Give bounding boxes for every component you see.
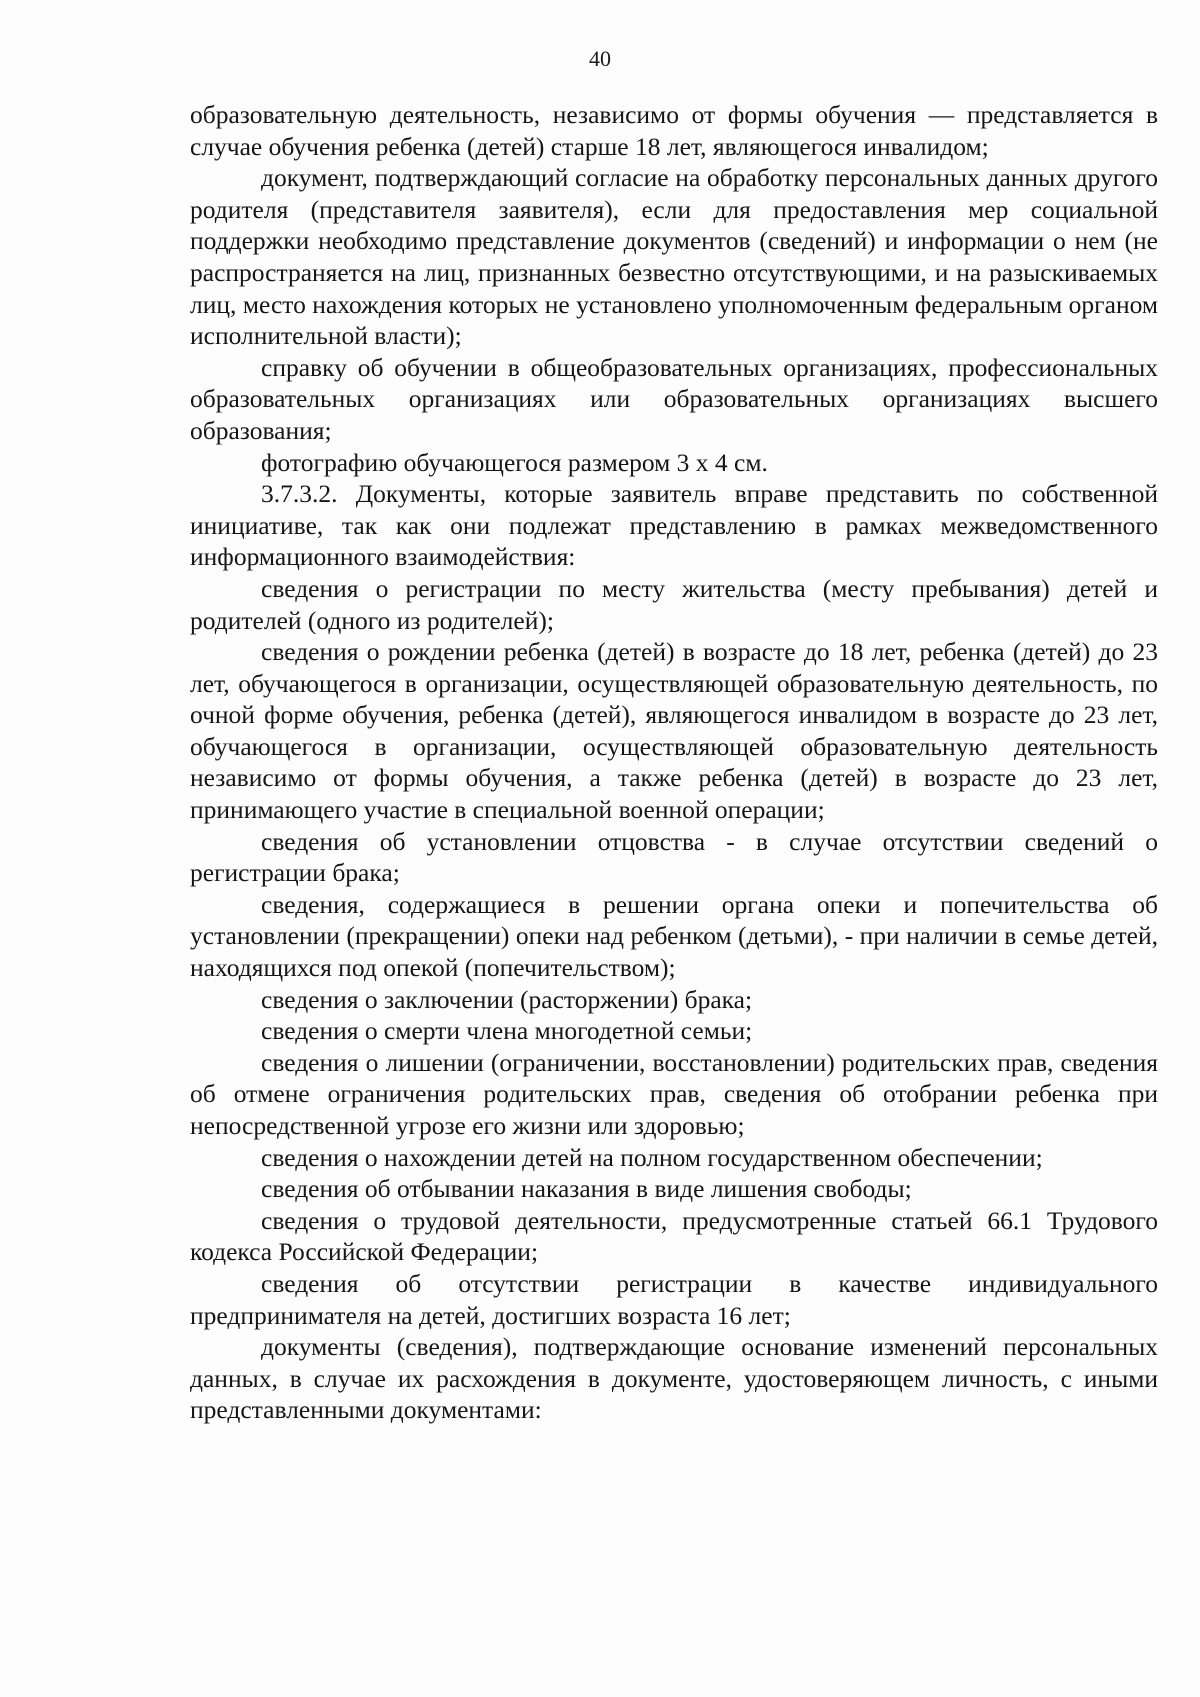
paragraph-employment-info: сведения о трудовой деятельности, предусмотренные статьей 66.1 Трудового кодекса Российской Федерации; — [190, 1205, 1158, 1267]
paragraph-registration-info: сведения о регистрации по месту жительства (месту пребывания) детей и родителей (одного из родителей); — [190, 573, 1158, 635]
paragraph-birth-info: сведения о рождении ребенка (детей) в возрасте до 18 лет, ребенка (детей) до 23 лет, обучающегося в организации, осуществляющей образовательную деятельность, по очной форме обучения, ребенка (детей), являющегося инвалидом в возрасте до 23 лет, обучающегося в организации, осуществляющей образовательную деятельность независимо от формы обучения, а также ребенка (детей) в возрасте до 23 лет, принимающего участие в специальной военной операции; — [190, 637, 1158, 825]
page-number: 40 — [589, 46, 611, 71]
paragraph-imprisonment-info: сведения об отбывании наказания в виде лишения свободы; — [261, 1174, 912, 1204]
document-body — [190, 99, 1158, 1426]
paragraph-education-certificate: справку об обучении в общеобразовательных организациях, профессиональных образовательных организациях или образовательных организациях высшего образования; — [190, 352, 1158, 445]
paragraph-section-3-7-3-2: 3.7.3.2. Документы, которые заявитель вправе представить по собственной инициативе, так как они подлежат представлению в рамках межведомственного информационного взаимодействия: — [190, 479, 1158, 572]
paragraph-consent-document: документ, подтверждающий согласие на обработку персональных данных другого родителя (представителя заявителя), если для предоставления мер социальной поддержки необходимо представление документов (сведений) и информации о нем (не распространяется на лиц, признанных безвестно отсутствующими, и на разыскиваемых лиц, место нахождения которых не установлено уполномоченным федеральным органом исполнительной власти); — [190, 163, 1158, 351]
paragraph-guardianship-info: сведения, содержащиеся в решении органа опеки и попечительства об установлении (прекращении) опеки над ребенком (детьми), - при наличии в семье детей, находящихся под опекой (попечительством); — [190, 889, 1158, 983]
paragraph-paternity-info: сведения об установлении отцовства - в случае отсутствии сведений о регистрации брака; — [190, 826, 1158, 888]
paragraph-personal-data-changes: документы (сведения), подтверждающие основание изменений персональных данных, в случае их расхождения в документе, удостоверяющем личность, с иными представленными документами: — [190, 1332, 1158, 1425]
paragraph-photo: фотографию обучающегося размером 3 х 4 см. — [261, 447, 768, 477]
paragraph-marriage-info: сведения о заключении (расторжении) брака; — [261, 984, 753, 1014]
paragraph-continuation: образовательную деятельность, независимо от формы обучения — представляется в случае обучения ребенка (детей) старше 18 лет, являющегося инвалидом; — [190, 100, 1158, 161]
paragraph-state-support-info: сведения о нахождении детей на полном государственном обеспечении; — [261, 1142, 1043, 1172]
paragraph-entrepreneur-info: сведения об отсутствии регистрации в качестве индивидуального предпринимателя на детей, достигших возраста 16 лет; — [190, 1268, 1158, 1330]
paragraph-death-info: сведения о смерти члена многодетной семьи; — [261, 1016, 753, 1046]
paragraph-parental-rights-info: сведения о лишении (ограничении, восстановлении) родительских прав, сведения об отмене ограничения родительских прав, сведения об отобрании ребенка при непосредственной угрозе его жизни или здоровью; — [190, 1047, 1158, 1140]
